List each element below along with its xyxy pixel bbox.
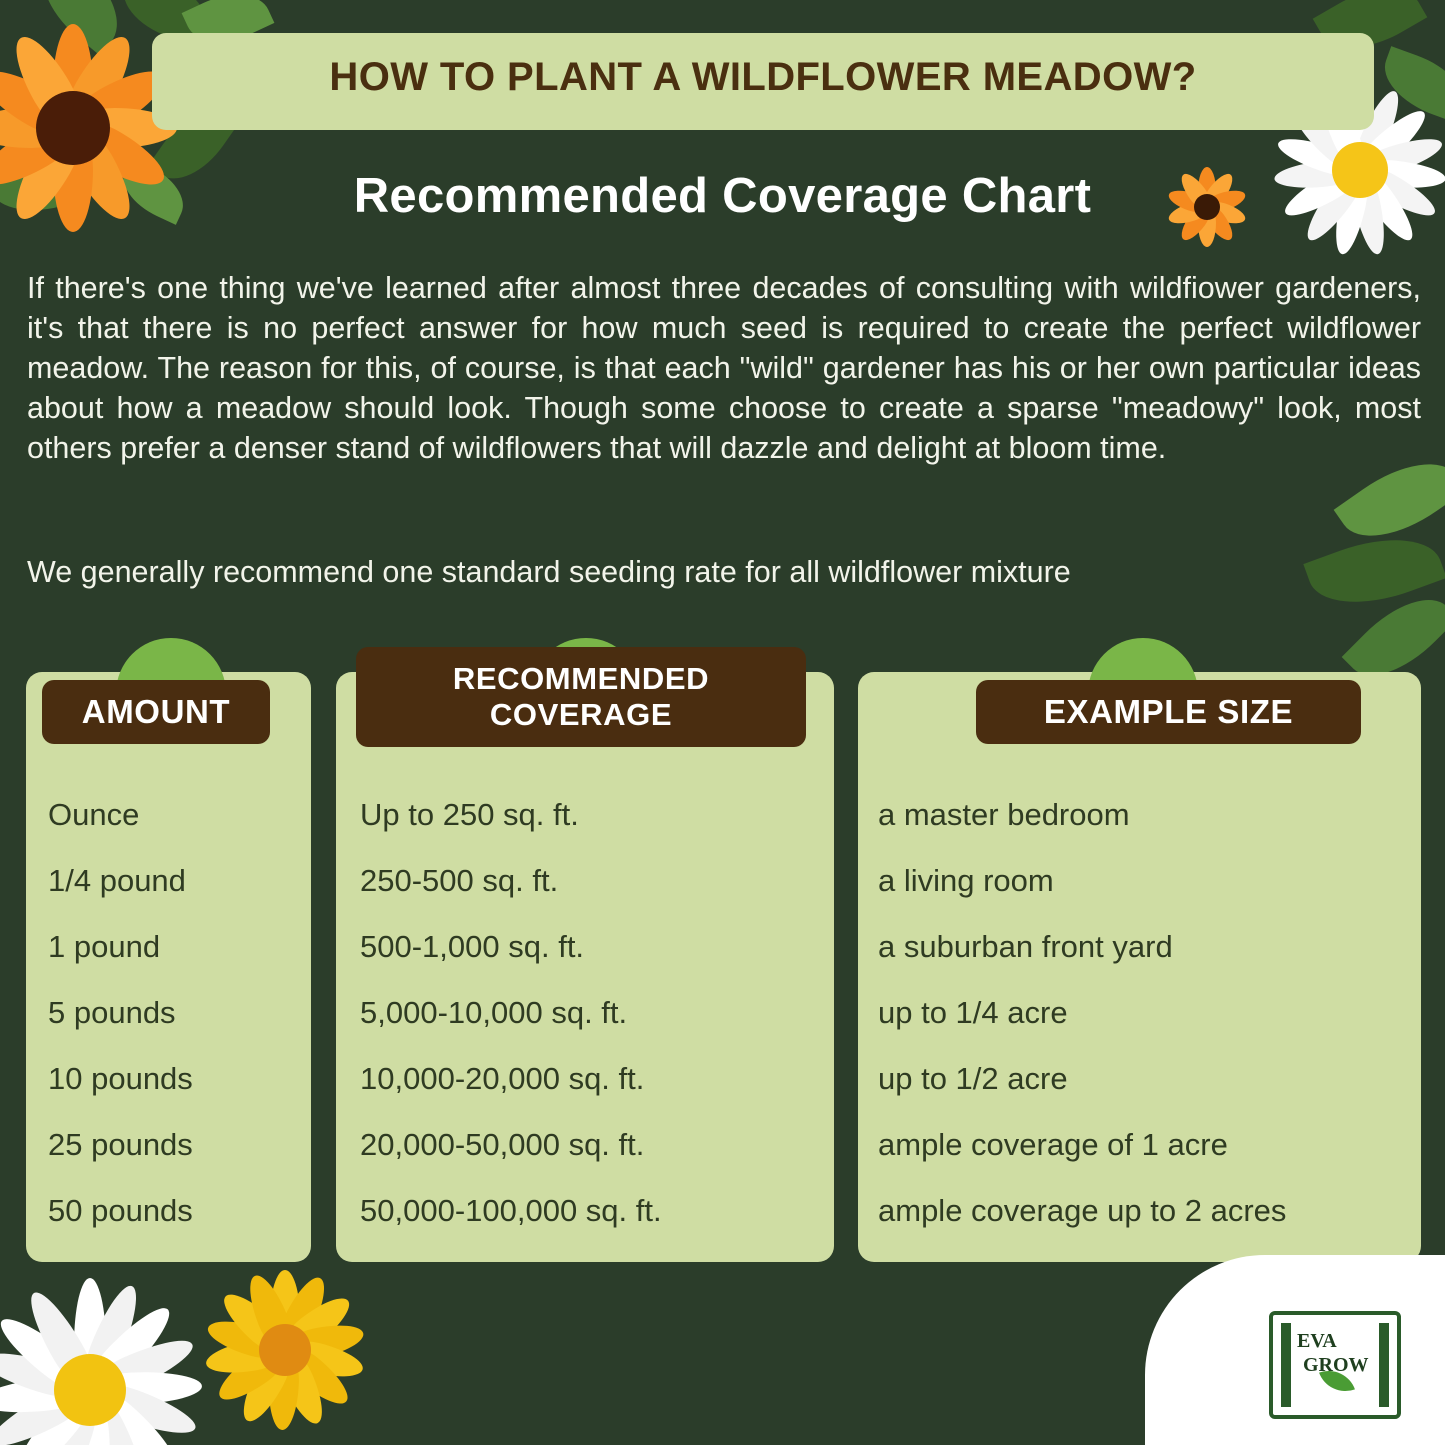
list-item: up to 1/4 acre	[878, 995, 1068, 1030]
list-item: 500-1,000 sq. ft.	[360, 929, 585, 964]
logo-right-bar	[1379, 1323, 1389, 1407]
logo-left-bar	[1281, 1323, 1291, 1407]
list-item: ample coverage up to 2 acres	[878, 1193, 1287, 1228]
list-item: a suburban front yard	[878, 929, 1173, 964]
list-item: ample coverage of 1 acre	[878, 1127, 1228, 1162]
yellow-flower-icon	[200, 1265, 370, 1435]
example-list	[858, 782, 1421, 1244]
intro-paragraph-1: If there's one thing we've learned after almost three decades of consulting with wildfiower gardeners, it's that there is no perfect answer for how much seed is required to create the perfect wildflower meadow. The reason for this, of course, is that each "wild" gardener has his or her own particular ideas about how a meadow should look. Though some choose to create a sparse "meadowy" look, most others prefer a denser stand of wildflowers that will dazzle and delight at bloom time.	[27, 271, 1421, 465]
column-header-coverage-line1: RECOMMENDED	[452, 661, 710, 696]
daisy-flower-icon	[0, 1270, 210, 1445]
page-subtitle: Recommended Coverage Chart	[353, 169, 1092, 223]
page-title: HOW TO PLANT A WILDFLOWER MEADOW?	[329, 55, 1197, 99]
list-item: up to 1/2 acre	[878, 1061, 1068, 1096]
list-item: 1 pound	[48, 929, 161, 964]
list-item: 5 pounds	[48, 995, 176, 1030]
column-header-amount	[42, 680, 270, 744]
logo-corner-backdrop	[1145, 1255, 1445, 1445]
list-item: 50 pounds	[48, 1193, 193, 1228]
column-header-amount-label: AMOUNT	[81, 693, 231, 730]
list-item: 20,000-50,000 sq. ft.	[360, 1127, 645, 1162]
logo-line-1: EVA	[1297, 1330, 1337, 1352]
brand-logo	[1269, 1311, 1401, 1419]
intro-paragraph-2: We generally recommend one standard seeding rate for all wildflower mixture	[27, 555, 1071, 589]
list-item: a living room	[878, 863, 1054, 898]
list-item: 25 pounds	[48, 1127, 193, 1162]
column-amount	[26, 672, 311, 1262]
coverage-list	[336, 782, 834, 1244]
list-item: 1/4 pound	[48, 863, 186, 898]
list-item: 10,000-20,000 sq. ft.	[360, 1061, 645, 1096]
column-header-example	[976, 680, 1361, 744]
title-banner	[152, 33, 1374, 130]
list-item: Up to 250 sq. ft.	[360, 797, 579, 832]
list-item: 10 pounds	[48, 1061, 193, 1096]
column-example-size	[858, 672, 1421, 1262]
logo-line-2: GROW	[1303, 1354, 1369, 1376]
column-header-example-label: EXAMPLE SIZE	[1043, 693, 1294, 730]
list-item: Ounce	[48, 797, 140, 832]
list-item: 250-500 sq. ft.	[360, 863, 559, 898]
column-header-coverage-line2: COVERAGE	[489, 697, 673, 732]
list-item: 50,000-100,000 sq. ft.	[360, 1193, 662, 1228]
column-recommended-coverage	[336, 661, 834, 1262]
list-item: a master bedroom	[878, 797, 1130, 832]
amount-list	[26, 782, 311, 1244]
list-item: 5,000-10,000 sq. ft.	[360, 995, 628, 1030]
logo-text	[1297, 1329, 1373, 1377]
column-header-coverage	[356, 647, 806, 747]
